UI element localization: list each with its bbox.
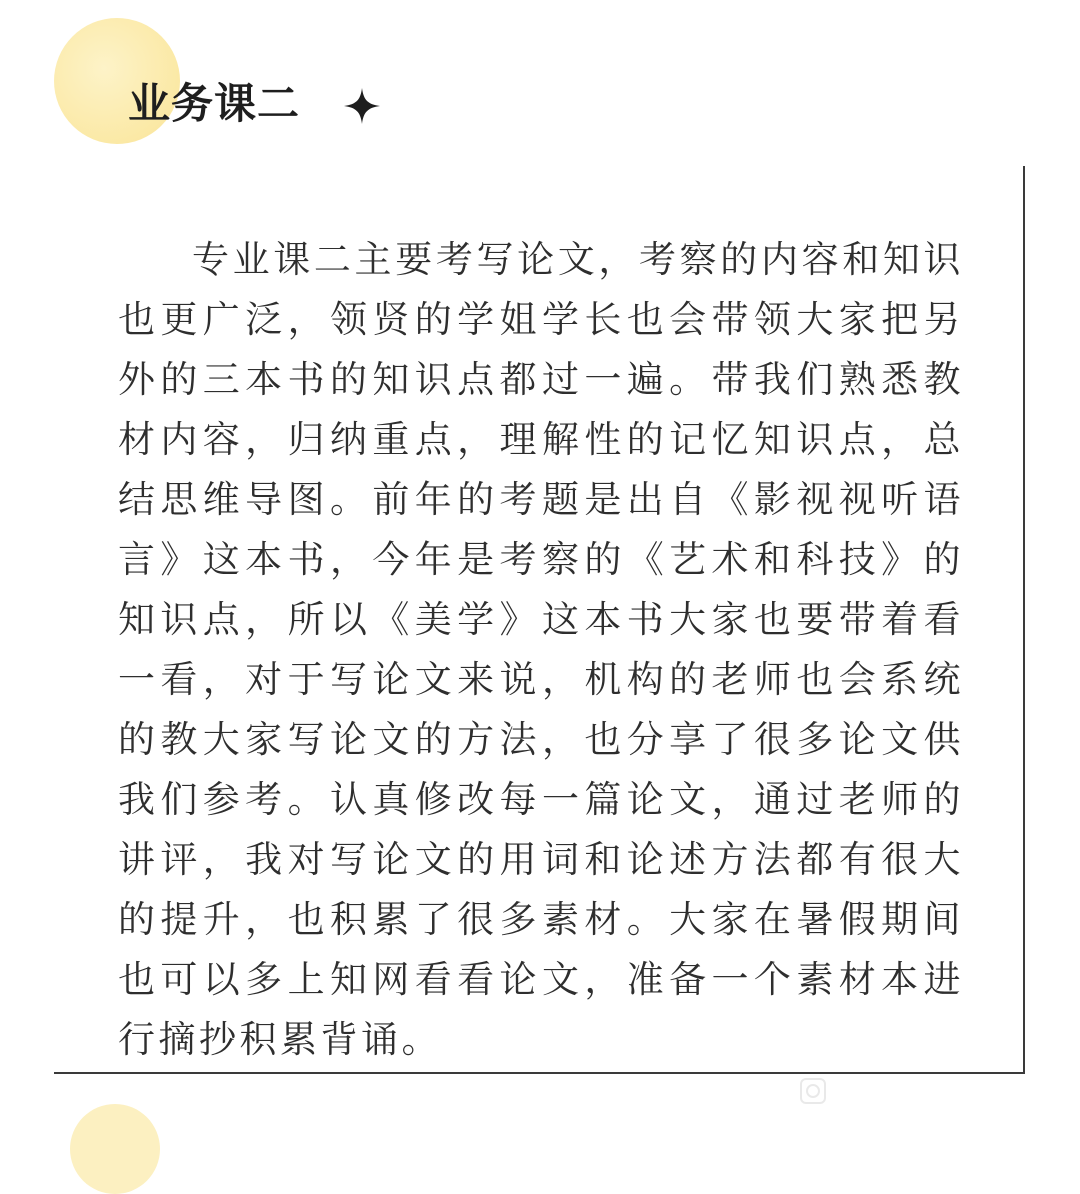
frame-bottom-border bbox=[54, 1072, 1025, 1074]
next-section-decoration-circle bbox=[70, 1104, 160, 1194]
frame-right-border bbox=[1023, 166, 1025, 1074]
watermark-icon bbox=[798, 1076, 828, 1106]
article-paragraph: 专业课二主要考写论文，考察的内容和知识也更广泛，领贤的学姐学长也会带领大家把另外的三本书的知识点都过一遍。带我们熟悉教材内容，归纳重点，理解性的记忆知识点，总结思维导图。前年的考题是出自《影视视听语言》这本书，今年是考察的《艺术和科技》的知识点，所以《美学》这本书大家也要带着看一看，对于写论文来说，机构的老师也会系统的教大家写论文的方法，也分享了很多论文供我们参考。认真修改每一篇论文，通过老师的讲评，我对写论文的用词和论述方法都有很大的提升，也积累了很多素材。大家在暑假期间也可以多上知网看看论文，准备一个素材本进行摘抄积累背诵。 bbox=[118, 238, 964, 1061]
sparkle-icon bbox=[342, 86, 382, 126]
section-title: 业务课二 bbox=[128, 79, 301, 128]
